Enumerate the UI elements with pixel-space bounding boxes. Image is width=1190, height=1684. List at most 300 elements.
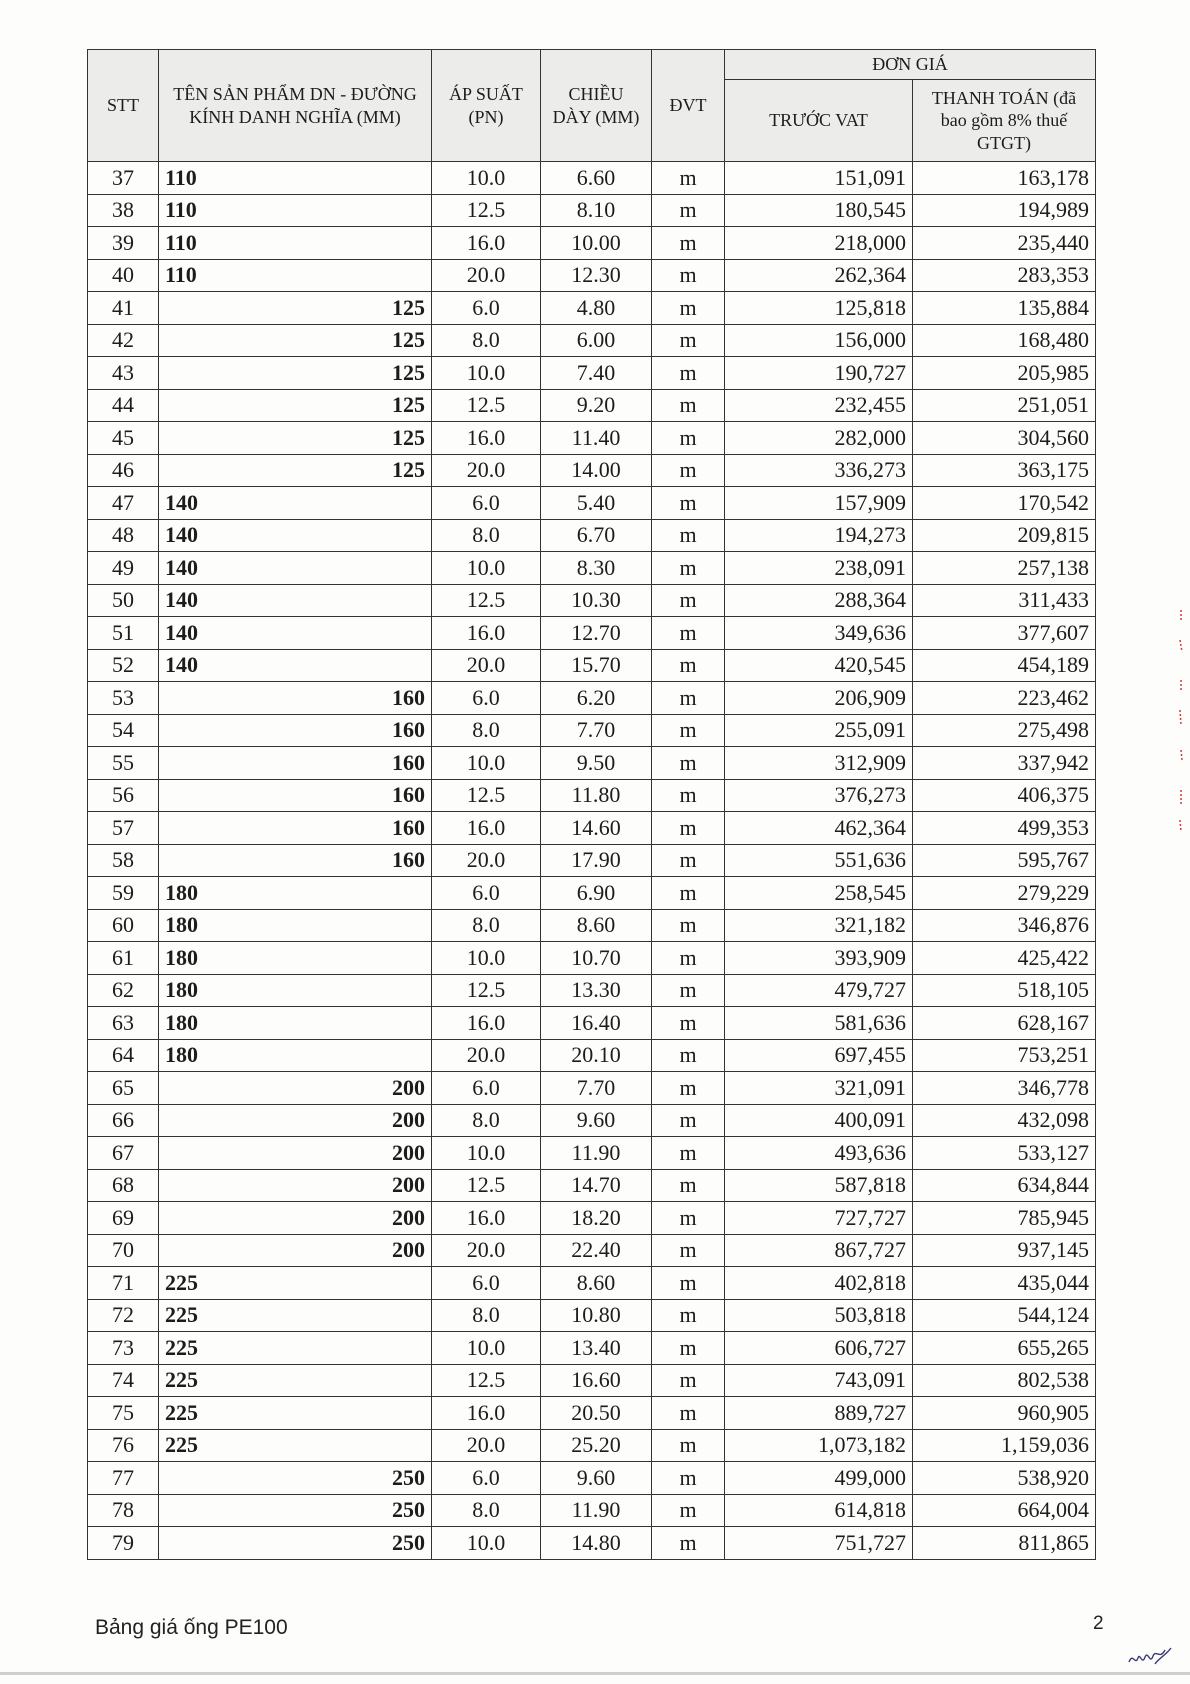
row-price-before-vat: 125,818 bbox=[725, 292, 913, 325]
row-price-before-vat: 581,636 bbox=[725, 1007, 913, 1040]
row-unit: m bbox=[652, 909, 725, 942]
row-price-before-vat: 867,727 bbox=[725, 1234, 913, 1267]
row-thickness: 9.60 bbox=[541, 1104, 652, 1137]
row-stt: 69 bbox=[88, 1202, 159, 1235]
row-stt: 71 bbox=[88, 1267, 159, 1300]
row-unit: m bbox=[652, 1234, 725, 1267]
row-stt: 48 bbox=[88, 519, 159, 552]
row-stt: 67 bbox=[88, 1137, 159, 1170]
table-row bbox=[88, 942, 1096, 975]
row-price-payment: 406,375 bbox=[913, 779, 1096, 812]
red-stamp-marks bbox=[1176, 600, 1186, 840]
row-pressure: 16.0 bbox=[432, 812, 541, 845]
row-thickness: 5.40 bbox=[541, 487, 652, 520]
row-thickness: 10.30 bbox=[541, 584, 652, 617]
row-price-before-vat: 288,364 bbox=[725, 584, 913, 617]
row-nominal-diameter: 160 bbox=[159, 682, 432, 715]
row-unit: m bbox=[652, 1462, 725, 1495]
row-stt: 43 bbox=[88, 357, 159, 390]
row-price-before-vat: 420,545 bbox=[725, 649, 913, 682]
row-pressure: 6.0 bbox=[432, 682, 541, 715]
row-price-payment: 544,124 bbox=[913, 1299, 1096, 1332]
table-row bbox=[88, 357, 1096, 390]
row-pressure: 6.0 bbox=[432, 292, 541, 325]
row-stt: 41 bbox=[88, 292, 159, 325]
table-row bbox=[88, 714, 1096, 747]
row-nominal-diameter: 180 bbox=[159, 1039, 432, 1072]
row-price-payment: 279,229 bbox=[913, 877, 1096, 910]
row-price-before-vat: 462,364 bbox=[725, 812, 913, 845]
row-stt: 72 bbox=[88, 1299, 159, 1332]
row-stt: 45 bbox=[88, 422, 159, 455]
row-price-payment: 163,178 bbox=[913, 162, 1096, 195]
row-nominal-diameter: 125 bbox=[159, 389, 432, 422]
table-row bbox=[88, 1397, 1096, 1430]
row-price-payment: 170,542 bbox=[913, 487, 1096, 520]
row-unit: m bbox=[652, 1169, 725, 1202]
row-unit: m bbox=[652, 1007, 725, 1040]
row-nominal-diameter: 200 bbox=[159, 1072, 432, 1105]
row-price-before-vat: 180,545 bbox=[725, 194, 913, 227]
row-price-payment: 337,942 bbox=[913, 747, 1096, 780]
row-stt: 51 bbox=[88, 617, 159, 650]
row-unit: m bbox=[652, 1299, 725, 1332]
table-row bbox=[88, 422, 1096, 455]
row-price-payment: 628,167 bbox=[913, 1007, 1096, 1040]
row-unit: m bbox=[652, 1429, 725, 1462]
row-pressure: 10.0 bbox=[432, 162, 541, 195]
table-row bbox=[88, 584, 1096, 617]
row-pressure: 16.0 bbox=[432, 617, 541, 650]
table-row bbox=[88, 1494, 1096, 1527]
row-nominal-diameter: 140 bbox=[159, 617, 432, 650]
row-thickness: 20.10 bbox=[541, 1039, 652, 1072]
row-price-payment: 257,138 bbox=[913, 552, 1096, 585]
row-nominal-diameter: 225 bbox=[159, 1332, 432, 1365]
row-unit: m bbox=[652, 1364, 725, 1397]
row-nominal-diameter: 140 bbox=[159, 649, 432, 682]
row-price-payment: 251,051 bbox=[913, 389, 1096, 422]
row-price-payment: 283,353 bbox=[913, 259, 1096, 292]
row-stt: 46 bbox=[88, 454, 159, 487]
row-price-payment: 533,127 bbox=[913, 1137, 1096, 1170]
row-price-payment: 454,189 bbox=[913, 649, 1096, 682]
page-number: 2 bbox=[1093, 1613, 1104, 1634]
row-pressure: 20.0 bbox=[432, 649, 541, 682]
row-price-payment: 802,538 bbox=[913, 1364, 1096, 1397]
row-nominal-diameter: 125 bbox=[159, 454, 432, 487]
row-thickness: 9.50 bbox=[541, 747, 652, 780]
row-price-payment: 518,105 bbox=[913, 974, 1096, 1007]
scan-edge bbox=[0, 1672, 1190, 1675]
row-pressure: 20.0 bbox=[432, 454, 541, 487]
row-thickness: 7.70 bbox=[541, 1072, 652, 1105]
row-pressure: 16.0 bbox=[432, 227, 541, 260]
header-unit-price: ĐƠN GIÁ bbox=[725, 50, 1096, 80]
table-row bbox=[88, 1364, 1096, 1397]
row-thickness: 11.40 bbox=[541, 422, 652, 455]
row-nominal-diameter: 225 bbox=[159, 1267, 432, 1300]
row-price-before-vat: 206,909 bbox=[725, 682, 913, 715]
row-nominal-diameter: 200 bbox=[159, 1104, 432, 1137]
table-row bbox=[88, 1072, 1096, 1105]
row-price-payment: 346,876 bbox=[913, 909, 1096, 942]
row-pressure: 20.0 bbox=[432, 844, 541, 877]
row-nominal-diameter: 125 bbox=[159, 422, 432, 455]
row-price-before-vat: 262,364 bbox=[725, 259, 913, 292]
row-stt: 75 bbox=[88, 1397, 159, 1430]
table-row bbox=[88, 1332, 1096, 1365]
row-stt: 53 bbox=[88, 682, 159, 715]
row-pressure: 6.0 bbox=[432, 1462, 541, 1495]
row-thickness: 15.70 bbox=[541, 649, 652, 682]
row-unit: m bbox=[652, 162, 725, 195]
row-thickness: 13.30 bbox=[541, 974, 652, 1007]
row-unit: m bbox=[652, 422, 725, 455]
row-nominal-diameter: 125 bbox=[159, 292, 432, 325]
row-price-payment: 435,044 bbox=[913, 1267, 1096, 1300]
row-price-before-vat: 551,636 bbox=[725, 844, 913, 877]
row-pressure: 12.5 bbox=[432, 779, 541, 812]
table-row bbox=[88, 1039, 1096, 1072]
table-row bbox=[88, 292, 1096, 325]
row-price-before-vat: 255,091 bbox=[725, 714, 913, 747]
row-nominal-diameter: 180 bbox=[159, 942, 432, 975]
row-price-before-vat: 889,727 bbox=[725, 1397, 913, 1430]
row-nominal-diameter: 110 bbox=[159, 227, 432, 260]
row-pressure: 20.0 bbox=[432, 259, 541, 292]
row-price-before-vat: 194,273 bbox=[725, 519, 913, 552]
row-price-payment: 937,145 bbox=[913, 1234, 1096, 1267]
row-price-payment: 655,265 bbox=[913, 1332, 1096, 1365]
table-body bbox=[88, 162, 1096, 1560]
row-pressure: 10.0 bbox=[432, 747, 541, 780]
row-pressure: 6.0 bbox=[432, 877, 541, 910]
row-thickness: 10.00 bbox=[541, 227, 652, 260]
row-pressure: 10.0 bbox=[432, 1527, 541, 1560]
row-price-before-vat: 349,636 bbox=[725, 617, 913, 650]
row-nominal-diameter: 180 bbox=[159, 1007, 432, 1040]
row-price-payment: 304,560 bbox=[913, 422, 1096, 455]
row-nominal-diameter: 160 bbox=[159, 812, 432, 845]
row-thickness: 9.60 bbox=[541, 1462, 652, 1495]
table-row bbox=[88, 1462, 1096, 1495]
row-price-before-vat: 157,909 bbox=[725, 487, 913, 520]
row-stt: 78 bbox=[88, 1494, 159, 1527]
row-price-before-vat: 321,182 bbox=[725, 909, 913, 942]
row-thickness: 8.10 bbox=[541, 194, 652, 227]
row-price-payment: 1,159,036 bbox=[913, 1429, 1096, 1462]
row-price-before-vat: 156,000 bbox=[725, 324, 913, 357]
row-price-before-vat: 282,000 bbox=[725, 422, 913, 455]
table-row bbox=[88, 1202, 1096, 1235]
row-price-payment: 753,251 bbox=[913, 1039, 1096, 1072]
row-nominal-diameter: 125 bbox=[159, 324, 432, 357]
row-price-before-vat: 493,636 bbox=[725, 1137, 913, 1170]
row-stt: 55 bbox=[88, 747, 159, 780]
handwritten-initials bbox=[1125, 1640, 1173, 1674]
table-row bbox=[88, 844, 1096, 877]
row-stt: 70 bbox=[88, 1234, 159, 1267]
row-unit: m bbox=[652, 1267, 725, 1300]
row-unit: m bbox=[652, 1039, 725, 1072]
row-price-before-vat: 614,818 bbox=[725, 1494, 913, 1527]
row-price-before-vat: 336,273 bbox=[725, 454, 913, 487]
row-thickness: 17.90 bbox=[541, 844, 652, 877]
row-price-payment: 425,422 bbox=[913, 942, 1096, 975]
row-stt: 57 bbox=[88, 812, 159, 845]
row-price-payment: 377,607 bbox=[913, 617, 1096, 650]
row-price-payment: 223,462 bbox=[913, 682, 1096, 715]
row-price-payment: 664,004 bbox=[913, 1494, 1096, 1527]
row-unit: m bbox=[652, 552, 725, 585]
row-thickness: 22.40 bbox=[541, 1234, 652, 1267]
row-pressure: 8.0 bbox=[432, 714, 541, 747]
row-pressure: 8.0 bbox=[432, 324, 541, 357]
row-thickness: 6.20 bbox=[541, 682, 652, 715]
row-nominal-diameter: 180 bbox=[159, 974, 432, 1007]
row-price-before-vat: 190,727 bbox=[725, 357, 913, 390]
row-stt: 76 bbox=[88, 1429, 159, 1462]
row-price-before-vat: 151,091 bbox=[725, 162, 913, 195]
row-price-payment: 205,985 bbox=[913, 357, 1096, 390]
row-unit: m bbox=[652, 324, 725, 357]
row-price-payment: 135,884 bbox=[913, 292, 1096, 325]
row-price-payment: 168,480 bbox=[913, 324, 1096, 357]
row-stt: 77 bbox=[88, 1462, 159, 1495]
table-row bbox=[88, 1527, 1096, 1560]
table-row bbox=[88, 194, 1096, 227]
row-pressure: 20.0 bbox=[432, 1429, 541, 1462]
table-row bbox=[88, 617, 1096, 650]
row-stt: 64 bbox=[88, 1039, 159, 1072]
row-pressure: 6.0 bbox=[432, 487, 541, 520]
row-thickness: 12.30 bbox=[541, 259, 652, 292]
row-nominal-diameter: 110 bbox=[159, 194, 432, 227]
row-stt: 61 bbox=[88, 942, 159, 975]
row-unit: m bbox=[652, 259, 725, 292]
row-pressure: 20.0 bbox=[432, 1234, 541, 1267]
row-nominal-diameter: 250 bbox=[159, 1462, 432, 1495]
row-stt: 50 bbox=[88, 584, 159, 617]
row-thickness: 7.70 bbox=[541, 714, 652, 747]
row-thickness: 6.70 bbox=[541, 519, 652, 552]
row-pressure: 10.0 bbox=[432, 942, 541, 975]
row-nominal-diameter: 250 bbox=[159, 1494, 432, 1527]
row-pressure: 8.0 bbox=[432, 519, 541, 552]
row-unit: m bbox=[652, 942, 725, 975]
row-stt: 54 bbox=[88, 714, 159, 747]
row-pressure: 8.0 bbox=[432, 1299, 541, 1332]
row-price-before-vat: 697,455 bbox=[725, 1039, 913, 1072]
row-nominal-diameter: 180 bbox=[159, 877, 432, 910]
row-price-payment: 363,175 bbox=[913, 454, 1096, 487]
table-row bbox=[88, 1429, 1096, 1462]
table-row bbox=[88, 877, 1096, 910]
row-nominal-diameter: 225 bbox=[159, 1429, 432, 1462]
row-stt: 73 bbox=[88, 1332, 159, 1365]
table-row bbox=[88, 487, 1096, 520]
row-thickness: 14.60 bbox=[541, 812, 652, 845]
row-stt: 62 bbox=[88, 974, 159, 1007]
row-stt: 38 bbox=[88, 194, 159, 227]
row-nominal-diameter: 225 bbox=[159, 1299, 432, 1332]
row-unit: m bbox=[652, 877, 725, 910]
row-nominal-diameter: 250 bbox=[159, 1527, 432, 1560]
row-pressure: 10.0 bbox=[432, 357, 541, 390]
table-row bbox=[88, 1299, 1096, 1332]
row-unit: m bbox=[652, 1104, 725, 1137]
row-price-before-vat: 727,727 bbox=[725, 1202, 913, 1235]
row-nominal-diameter: 160 bbox=[159, 747, 432, 780]
row-price-payment: 209,815 bbox=[913, 519, 1096, 552]
table-row bbox=[88, 227, 1096, 260]
row-nominal-diameter: 200 bbox=[159, 1169, 432, 1202]
row-thickness: 9.20 bbox=[541, 389, 652, 422]
row-price-payment: 960,905 bbox=[913, 1397, 1096, 1430]
row-price-payment: 538,920 bbox=[913, 1462, 1096, 1495]
row-thickness: 11.80 bbox=[541, 779, 652, 812]
row-unit: m bbox=[652, 389, 725, 422]
row-unit: m bbox=[652, 454, 725, 487]
row-thickness: 8.60 bbox=[541, 1267, 652, 1300]
row-unit: m bbox=[652, 292, 725, 325]
row-price-payment: 346,778 bbox=[913, 1072, 1096, 1105]
row-stt: 63 bbox=[88, 1007, 159, 1040]
row-thickness: 12.70 bbox=[541, 617, 652, 650]
header-before-vat: TRƯỚC VAT bbox=[725, 80, 913, 162]
row-pressure: 12.5 bbox=[432, 1169, 541, 1202]
row-unit: m bbox=[652, 487, 725, 520]
row-stt: 60 bbox=[88, 909, 159, 942]
row-price-before-vat: 238,091 bbox=[725, 552, 913, 585]
row-pressure: 12.5 bbox=[432, 584, 541, 617]
row-pressure: 12.5 bbox=[432, 974, 541, 1007]
row-pressure: 12.5 bbox=[432, 389, 541, 422]
footer-title: Bảng giá ống PE100 bbox=[95, 1616, 288, 1639]
row-nominal-diameter: 180 bbox=[159, 909, 432, 942]
row-thickness: 14.00 bbox=[541, 454, 652, 487]
row-unit: m bbox=[652, 1397, 725, 1430]
table-row bbox=[88, 1234, 1096, 1267]
row-stt: 37 bbox=[88, 162, 159, 195]
row-nominal-diameter: 160 bbox=[159, 779, 432, 812]
row-stt: 39 bbox=[88, 227, 159, 260]
table-row bbox=[88, 519, 1096, 552]
row-price-before-vat: 393,909 bbox=[725, 942, 913, 975]
row-unit: m bbox=[652, 974, 725, 1007]
row-pressure: 10.0 bbox=[432, 1332, 541, 1365]
row-unit: m bbox=[652, 779, 725, 812]
row-stt: 40 bbox=[88, 259, 159, 292]
row-stt: 58 bbox=[88, 844, 159, 877]
row-pressure: 16.0 bbox=[432, 422, 541, 455]
table-row bbox=[88, 389, 1096, 422]
row-price-before-vat: 479,727 bbox=[725, 974, 913, 1007]
row-unit: m bbox=[652, 1072, 725, 1105]
row-pressure: 16.0 bbox=[432, 1007, 541, 1040]
row-price-before-vat: 587,818 bbox=[725, 1169, 913, 1202]
row-thickness: 10.80 bbox=[541, 1299, 652, 1332]
row-stt: 74 bbox=[88, 1364, 159, 1397]
row-price-payment: 595,767 bbox=[913, 844, 1096, 877]
table-row bbox=[88, 454, 1096, 487]
table-row bbox=[88, 682, 1096, 715]
row-thickness: 11.90 bbox=[541, 1494, 652, 1527]
row-thickness: 14.70 bbox=[541, 1169, 652, 1202]
row-price-before-vat: 218,000 bbox=[725, 227, 913, 260]
header-thickness: CHIỀU DÀY (MM) bbox=[541, 50, 652, 162]
row-pressure: 16.0 bbox=[432, 1397, 541, 1430]
row-thickness: 16.60 bbox=[541, 1364, 652, 1397]
row-price-payment: 785,945 bbox=[913, 1202, 1096, 1235]
row-pressure: 6.0 bbox=[432, 1267, 541, 1300]
row-price-before-vat: 402,818 bbox=[725, 1267, 913, 1300]
row-unit: m bbox=[652, 617, 725, 650]
row-thickness: 18.20 bbox=[541, 1202, 652, 1235]
header-payment: THANH TOÁN (đã bao gồm 8% thuế GTGT) bbox=[913, 80, 1096, 162]
row-unit: m bbox=[652, 1202, 725, 1235]
table-row bbox=[88, 747, 1096, 780]
row-thickness: 10.70 bbox=[541, 942, 652, 975]
row-nominal-diameter: 225 bbox=[159, 1364, 432, 1397]
row-price-payment: 235,440 bbox=[913, 227, 1096, 260]
row-thickness: 11.90 bbox=[541, 1137, 652, 1170]
row-thickness: 6.00 bbox=[541, 324, 652, 357]
row-pressure: 10.0 bbox=[432, 552, 541, 585]
row-pressure: 8.0 bbox=[432, 909, 541, 942]
row-thickness: 13.40 bbox=[541, 1332, 652, 1365]
row-stt: 52 bbox=[88, 649, 159, 682]
table-row bbox=[88, 259, 1096, 292]
row-stt: 44 bbox=[88, 389, 159, 422]
row-stt: 59 bbox=[88, 877, 159, 910]
header-product-name: TÊN SẢN PHẨM DN - ĐƯỜNG KÍNH DANH NGHĨA (MM) bbox=[159, 50, 432, 162]
row-stt: 68 bbox=[88, 1169, 159, 1202]
row-price-payment: 634,844 bbox=[913, 1169, 1096, 1202]
row-unit: m bbox=[652, 747, 725, 780]
table-row bbox=[88, 649, 1096, 682]
row-nominal-diameter: 200 bbox=[159, 1137, 432, 1170]
row-price-before-vat: 321,091 bbox=[725, 1072, 913, 1105]
row-pressure: 12.5 bbox=[432, 1364, 541, 1397]
row-price-before-vat: 499,000 bbox=[725, 1462, 913, 1495]
row-unit: m bbox=[652, 584, 725, 617]
row-unit: m bbox=[652, 812, 725, 845]
table-header bbox=[88, 50, 1096, 162]
header-stt: STT bbox=[88, 50, 159, 162]
row-unit: m bbox=[652, 1137, 725, 1170]
row-price-before-vat: 232,455 bbox=[725, 389, 913, 422]
row-price-before-vat: 503,818 bbox=[725, 1299, 913, 1332]
row-thickness: 20.50 bbox=[541, 1397, 652, 1430]
table-row bbox=[88, 974, 1096, 1007]
price-table bbox=[87, 49, 1096, 1560]
row-nominal-diameter: 160 bbox=[159, 844, 432, 877]
row-stt: 65 bbox=[88, 1072, 159, 1105]
row-unit: m bbox=[652, 194, 725, 227]
row-price-before-vat: 376,273 bbox=[725, 779, 913, 812]
row-pressure: 8.0 bbox=[432, 1494, 541, 1527]
row-thickness: 6.90 bbox=[541, 877, 652, 910]
row-pressure: 16.0 bbox=[432, 1202, 541, 1235]
row-unit: m bbox=[652, 1494, 725, 1527]
row-price-payment: 811,865 bbox=[913, 1527, 1096, 1560]
row-pressure: 20.0 bbox=[432, 1039, 541, 1072]
row-thickness: 8.30 bbox=[541, 552, 652, 585]
table-row bbox=[88, 1169, 1096, 1202]
row-price-before-vat: 606,727 bbox=[725, 1332, 913, 1365]
